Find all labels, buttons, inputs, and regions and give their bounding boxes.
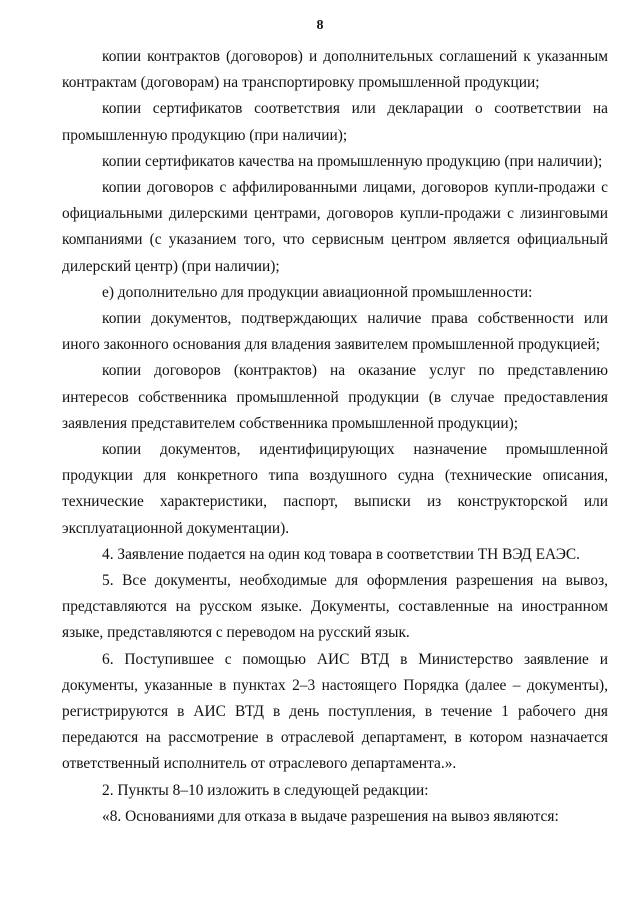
paragraph: 6. Поступившее с помощью АИС ВТД в Министерство заявление и документы, указанные в пунктах 2–3 настоящего Порядка (далее – документы), регистрируются в АИС ВТД в день поступления, в течение 1 рабочего дня передаются на рассмотрение в отраслевой департамент, в котором назначается ответственный исполнитель от отраслевого департамента.». xyxy=(62,650,608,773)
paragraph: е) дополнительно для продукции авиационной промышленности: xyxy=(102,283,533,301)
document-body xyxy=(62,44,608,830)
paragraph: 2. Пункты 8–10 изложить в следующей редакции: xyxy=(102,781,429,799)
page-number: 8 xyxy=(316,18,324,33)
paragraph: копии договоров (контрактов) на оказание услуг по представлению интересов собственника промышленной продукции (в случае предоставления заявления представителем собственника промышленной продукции); xyxy=(62,362,608,432)
paragraph: 5. Все документы, необходимые для оформления разрешения на вывоз, представляются на русском языке. Документы, составленные на иностранном языке, представляются с переводом на русский язык. xyxy=(62,572,608,642)
paragraph: копии сертификатов соответствия или декларации о соответствии на промышленную продукцию (при наличии); xyxy=(62,100,608,144)
paragraph: 4. Заявление подается на один код товара в соответствии ТН ВЭД ЕАЭС. xyxy=(102,545,580,563)
paragraph: копии документов, подтверждающих наличие права собственности или иного законного основания для владения заявителем промышленной продукцией; xyxy=(62,310,608,354)
paragraph: «8. Основаниями для отказа в выдаче разрешения на вывоз являются: xyxy=(102,807,559,825)
paragraph: копии контрактов (договоров) и дополнительных соглашений к указанным контрактам (договорам) на транспортировку промышленной продукции; xyxy=(62,48,608,92)
paragraph: копии сертификатов качества на промышленную продукцию (при наличии); xyxy=(102,152,603,170)
paragraph: копии договоров с аффилированными лицами, договоров купли-продажи с официальными дилерскими центрами, договоров купли-продажи с лизинговыми компаниями (с указанием того, что сервисным центром является официальный дилерский центр) (при наличии); xyxy=(62,179,608,275)
paragraph: копии документов, идентифицирующих назначение промышленной продукции для конкретного типа воздушного судна (технические описания, технические характеристики, паспорт, выписки из конструкторской или эксплуатационной документации). xyxy=(62,441,608,537)
